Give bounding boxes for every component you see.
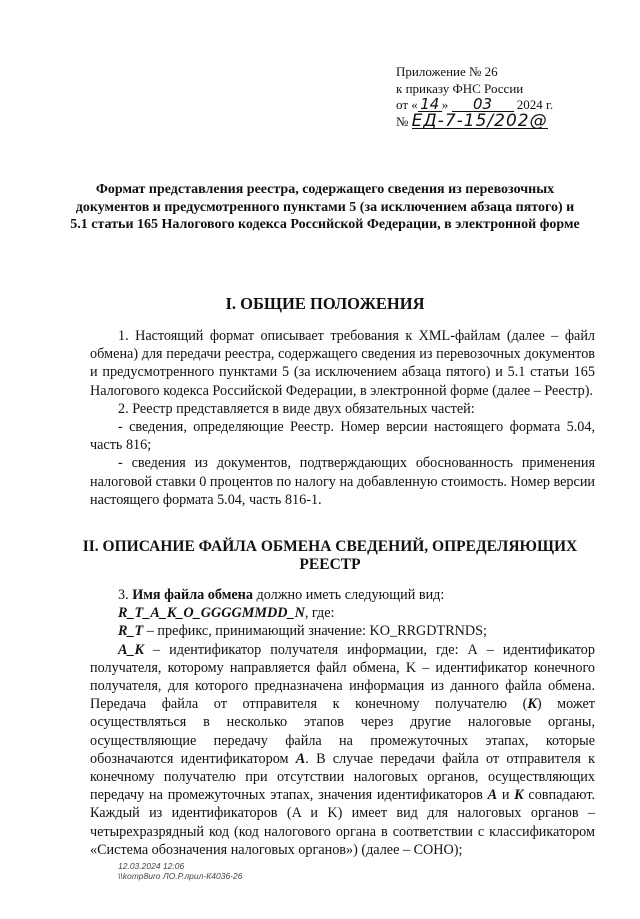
appendix-number: Приложение № 26 [396,64,498,79]
paragraph-2: 2. Реестр представляется в виде двух обязательных частей: [118,400,475,417]
paragraph-4: - сведения из документов, подтверждающих обоснованность применения налоговой ставки 0 процентов по налогу на добавленную стоимость. Номер версии настоящего формата 5.04, часть 816-1. [90,455,595,508]
section-heading-description: II. ОПИСАНИЕ ФАЙЛА ОБМЕНА СВЕДЕНИЙ, ОПРЕДЕЛЯЮЩИХ РЕЕСТР [82,538,578,573]
approval-stamp [396,64,553,130]
paragraph-file-name: 3. Имя файла обмена должно иметь следующий вид: [118,587,445,603]
document-title: Формат представления реестра, содержащего сведения из перевозочных документов и предусмотренного пунктами 5 (за исключением абзаца пятого) и 5.1 статьи 165 Налогового кодекса Российской Федерации, в электронной форме [70,182,580,232]
paragraph-3: - сведения, определяющие Реестр. Номер версии настоящего формата 5.04, часть 816; [90,419,595,454]
file-path: \\komp8uro ЛО.Р.лрил-К4036-26 [118,871,243,881]
section-heading-general: I. ОБЩИЕ ПОЛОЖЕНИЯ [225,294,425,313]
order-number: № ЕД-7-15/202@ [396,110,548,131]
paragraph-1: 1. Настоящий формат описывает требования к XML-файлам (далее – файл обмена) для передачи реестра, содержащего сведения из перевозочных документов и предусмотренного пунктами 5 (за исключением абзаца пятого) и 5.1 статьи 165 Налогового кодекса Российской Федерации, в электронной форме (далее – Реестр). [90,328,595,399]
order-date: от « 14 » 03 2024 г. [396,95,554,113]
print-footer [118,861,242,881]
file-name-pattern: R_T_A_K_O_GGGGMMDD_N [118,605,305,622]
date-day: 14 [418,98,442,112]
date-month: 03 [452,98,514,112]
order-reference: к приказу ФНС России [396,80,524,96]
paragraph-prefix: R_T – префикс, принимающий значение: KO_RRGDTRNDS; [118,623,487,640]
paragraph-identifiers: A_K – идентификатор получателя информации, где: А – идентификатор получателя, которому направляется файл обмена, K – идентификатор конечного получателя, для которого предназначена информация из данного файла обмена. Передача файла от отправителя к конечному получателю (K) может осуществляться в несколько этапов через другие налоговые органы, осуществляющие передачу файла на промежуточных этапах, которые обозначаются идентификатором A. В случае передачи файла от отправителя к конечному получателю при отсутствии налоговых органов, осуществляющих передачу на промежуточных этапах, значения идентификаторов A и K совпадают. Каждый из идентификаторов (A и K) имеет вид для налоговых органов – четырехразрядный код (код налогового органа в соответствии с классификатором «Система обозначения налоговых органов») (далее – СОНО); [90,641,596,858]
date-year: 2024 г. [516,97,554,112]
order-number-value: ЕД-7-15/202@ [411,110,548,131]
print-timestamp: 12.03.2024 12:06 [118,861,185,871]
paragraph-file-pattern: R_T_A_K_O_GGGGMMDD_N, где: [118,605,335,622]
section-description-body [90,586,595,859]
section-general-body [90,327,595,509]
